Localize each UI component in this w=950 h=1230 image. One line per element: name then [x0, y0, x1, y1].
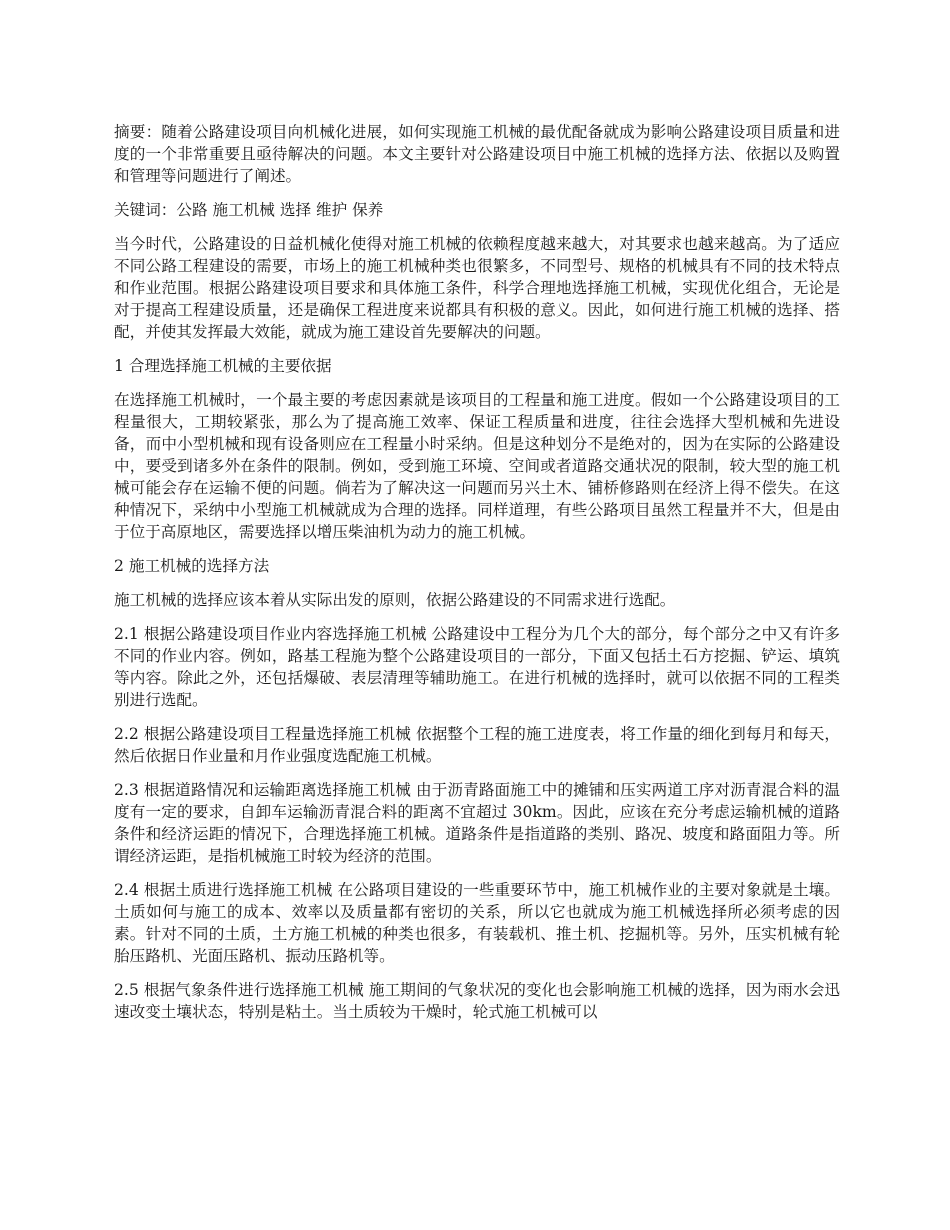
abstract-paragraph: 摘要：随着公路建设项目向机械化进展，如何实现施工机械的最优配备就成为影响公路建设项目质量和进度的一个非常重要且亟待解决的问题。本文主要针对公路建设项目中施工机械的选择方法、依据以及购置和管理等问题进行了阐述。 — [114, 123, 840, 185]
section-1-heading: 1 合理选择施工机械的主要依据 — [114, 357, 332, 375]
subsection-2-2 — [114, 723, 840, 767]
subsection-number: 2.5 — [114, 981, 139, 999]
subsection-2-5 — [114, 979, 840, 1023]
intro-paragraph: 当今时代，公路建设的日益机械化使得对施工机械的依赖程度越来越大，对其要求也越来越高。为了适应不同公路工程建设的需要，市场上的施工机械种类也很繁多，不同型号、规格的机械具有不同的技术特点和作业范围。根据公路建设项目要求和具体施工条件，科学合理地选择施工机械，实现优化组合，无论是对于提高工程建设质量，还是确保工程进度来说都具有积极的意义。因此，如何进行施工机械的选择、搭配，并使其发挥最大效能，就成为施工建设首先要解决的问题。 — [114, 235, 840, 341]
subsection-2-4 — [114, 879, 840, 967]
subsection-text: 根据气象条件进行选择施工机械 施工期间的气象状况的变化也会影响施工机械的选择，因为雨水会迅速改变土壤状态，特别是粘土。当土质较为干燥时，轮式施工机械可以 — [114, 981, 840, 1021]
section-2-heading: 2 施工机械的选择方法 — [114, 557, 270, 575]
section-1-body: 在选择施工机械时，一个最主要的考虑因素就是该项目的工程量和施工进度。假如一个公路建设项目的工程量很大，工期较紧张，那么为了提高施工效率、保证工程质量和进度，往往会选择大型机械和先进设备，而中小型机械和现有设备则应在工程量小时采纳。但是这种划分不是绝对的，因为在实际的公路建设中，要受到诸多外在条件的限制。例如，受到施工环境、空间或者道路交通状况的限制，较大型的施工机械可能会存在运输不便的问题。倘若为了解决这一问题而另兴土木、铺桥修路则在经济上得不偿失。在这种情况下，采纳中小型施工机械就成为合理的选择。同样道理，有些公路项目虽然工程量并不大，但是由于位于高原地区，需要选择以增压柴油机为动力的施工机械。 — [114, 391, 840, 541]
keywords-paragraph: 关键词：公路 施工机械 选择 维护 保养 — [114, 201, 384, 219]
subsection-number: 2.3 — [114, 781, 139, 799]
section-2-intro: 施工机械的选择应该本着从实际出发的原则，依据公路建设的不同需求进行选配。 — [114, 591, 676, 609]
subsection-number: 2.1 — [114, 625, 139, 643]
subsection-2-3 — [114, 779, 840, 867]
subsection-2-1 — [114, 623, 840, 711]
subsection-text: 根据道路情况和运输距离选择施工机械 由于沥青路面施工中的摊铺和压实两道工序对沥青混合料的温度有一定的要求，自卸车运输沥青混合料的距离不宜超过 30km。因此，应该在充分考虑运输机械的道路条件和经济运距的情况下，合理选择施工机械。道路条件是指道路的类别、路况、坡度和路面阻力等。所谓经济运距，是指机械施工时较为经济的范围。 — [114, 781, 840, 865]
subsection-text: 根据公路建设项目作业内容选择施工机械 公路建设中工程分为几个大的部分，每个部分之中又有许多不同的作业内容。例如，路基工程施为整个公路建设项目的一部分，下面又包括土石方挖掘、铲运、填筑等内容。除此之外，还包括爆破、表层清理等辅助施工。在进行机械的选择时，就可以依据不同的工程类别进行选配。 — [114, 625, 840, 709]
subsection-number: 2.2 — [114, 725, 139, 743]
document-page — [114, 121, 840, 1035]
subsection-number: 2.4 — [114, 881, 139, 899]
subsection-text: 根据土质进行选择施工机械 在公路项目建设的一些重要环节中，施工机械作业的主要对象就是土壤。土质如何与施工的成本、效率以及质量都有密切的关系，所以它也就成为施工机械选择所必须考虑的因素。针对不同的土质，土方施工机械的种类也很多，有装载机、推土机、挖掘机等。另外，压实机械有轮胎压路机、光面压路机、振动压路机等。 — [114, 881, 840, 965]
subsection-text: 根据公路建设项目工程量选择施工机械 依据整个工程的施工进度表，将工作量的细化到每月和每天，然后依据日作业量和月作业强度选配施工机械。 — [114, 725, 840, 765]
